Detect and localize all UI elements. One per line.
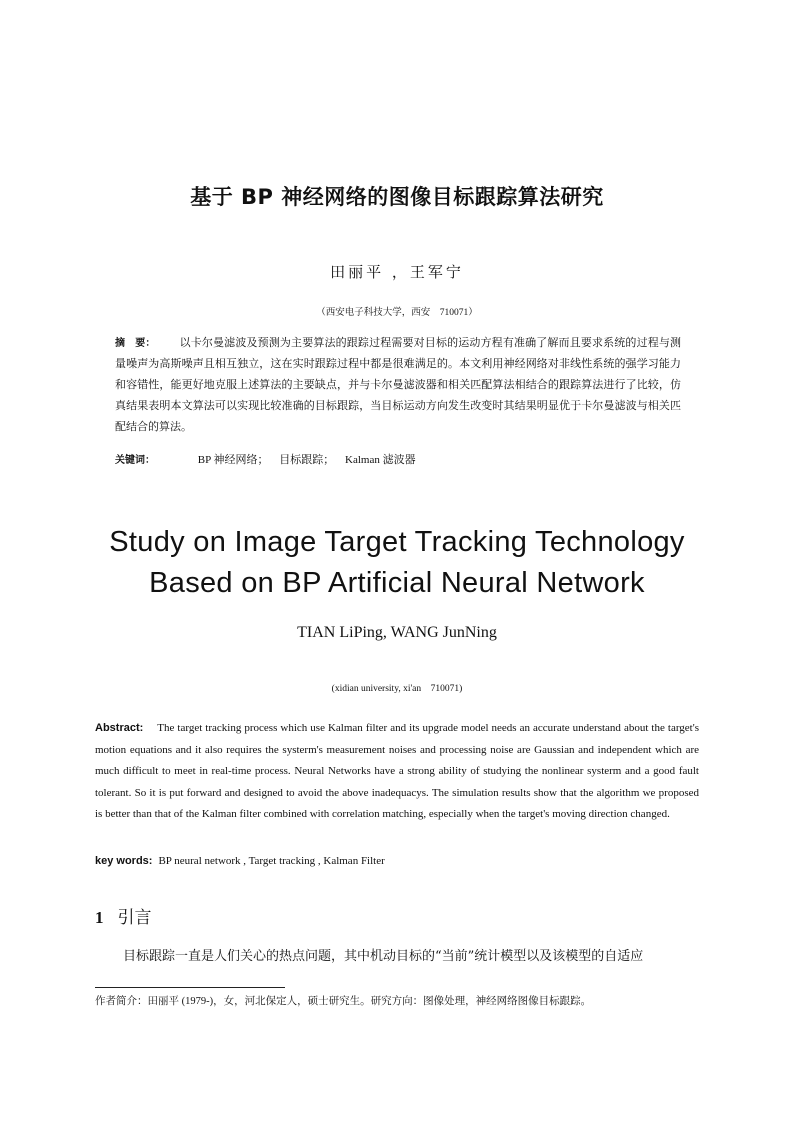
chinese-keyword: BP 神经网络； — [197, 454, 269, 466]
chinese-keyword: Kalman 滤波器 — [345, 454, 416, 466]
english-keywords — [95, 855, 385, 867]
english-keywords-label: key words: — [95, 855, 153, 867]
chinese-authors: 田丽平 ，王军宁 — [330, 263, 464, 281]
chinese-title: 基于 BP 神经网络的图像目标跟踪算法研究 — [190, 185, 604, 209]
english-abstract-text: The target tracking process which use Kalman filter and its upgrade model needs an accurate understand about the target's motion equations and it also requires the systerm's measurement noises and processing noise are Gaussian and independent which are much difficult to meet in real-time process. Neural Networks have a strong ability of studying the nonlinear systerm and a good fault tolerant. So it is put forward and designed to avoid the above inadequacys. The simulation results show that the algorithm we proposed is better than that of the Kalman filter combined with correlation matching, especially when the target's moving direction changed. — [95, 722, 699, 820]
english-title-line: Study on Image Target Tracking Technology — [109, 526, 685, 558]
chinese-keywords — [115, 451, 416, 467]
footnote: 作者简介：田丽平 (1979-)，女，河北保定人，硕士研究生。研究方向：图像处理，神经网络图像目标跟踪。 — [95, 996, 592, 1007]
chinese-abstract-label: 摘 要： — [115, 338, 156, 349]
section-number: 1 — [95, 908, 104, 927]
footnote-divider — [95, 987, 285, 988]
section-title: 引言 — [117, 908, 152, 928]
chinese-keywords-label: 关键词： — [115, 455, 155, 466]
chinese-affiliation: （西安电子科技大学，西安 710071） — [316, 308, 478, 318]
english-abstract-label: Abstract: — [95, 722, 144, 734]
english-keywords-text: BP neural network , Target tracking , Kalman Filter — [158, 855, 385, 867]
english-affiliation: (xidian university, xi'an 710071) — [331, 684, 463, 694]
english-abstract — [95, 718, 699, 826]
english-authors: TIAN LiPing, WANG JunNing — [297, 624, 497, 641]
chinese-abstract-text: 以卡尔曼滤波及预测为主要算法的跟踪过程需要对目标的运动方程有准确了解而且要求系统的过程与测量噪声为高斯噪声且相互独立，这在实时跟踪过程中都是很难满足的。本文利用神经网络对非线性系统的强学习能力和容错性，能更好地克服上述算法的主要缺点，并与卡尔曼滤波器和相关匹配算法相结合的跟踪算法进行了比较，仿真结果表明本文算法可以实现比较准确的目标跟踪，当目标运动方向发生改变时其结果明显优于卡尔曼滤波与相关匹配结合的算法。 — [115, 337, 682, 433]
body-paragraph: 目标跟踪一直是人们关心的热点问题，其中机动目标的“当前”统计模型以及该模型的自适应 — [123, 949, 644, 964]
chinese-keyword: 目标跟踪； — [279, 454, 335, 466]
section-heading — [95, 903, 152, 928]
english-title — [0, 522, 794, 604]
english-title-line: Based on BP Artificial Neural Network — [149, 567, 645, 599]
chinese-abstract — [115, 333, 681, 438]
